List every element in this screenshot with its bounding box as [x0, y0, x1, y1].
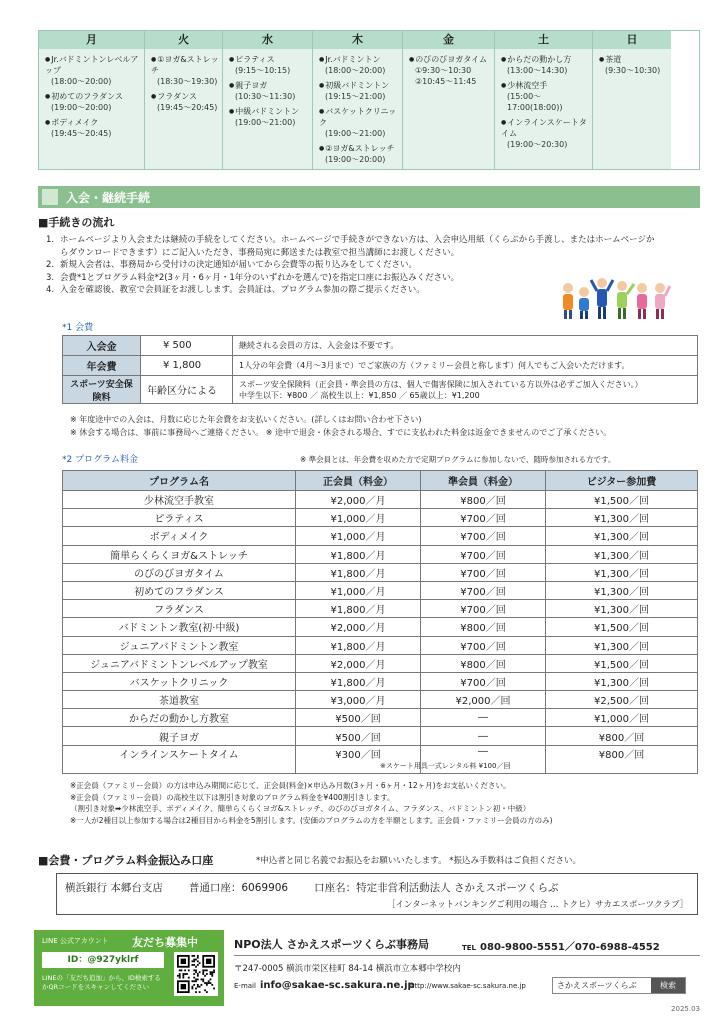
program-price: ¥800／回	[421, 654, 546, 672]
class-name: ● フラダンス	[151, 91, 219, 102]
program-price: ¥1,800／月	[296, 563, 421, 581]
search-box[interactable]	[552, 977, 686, 994]
class-entry	[45, 54, 141, 87]
program-name: のびのびヨガタイム	[63, 563, 296, 581]
program-price: ¥800／回	[546, 745, 698, 773]
program-row	[63, 654, 698, 672]
bank-account-box	[56, 873, 698, 915]
program-row	[63, 691, 698, 709]
fee-label: *1 会費	[62, 323, 94, 333]
program-price: ¥1,800／月	[296, 672, 421, 690]
program-note: ※一人が2種目以上参加する場合は2種目目から料金を5割引します。(安価のプログラムの方を半額とします。正会員・ファミリー会員の方のみ)	[70, 815, 553, 825]
program-row	[63, 581, 698, 599]
program-price: ¥500／回	[296, 709, 421, 727]
class-time: (18:00～20:00)	[51, 77, 112, 86]
program-name: ピラティス	[63, 509, 296, 527]
class-time: (19:00～21:00)	[235, 118, 296, 127]
class-entry	[501, 54, 589, 76]
class-entry	[229, 54, 309, 76]
day-header: 金	[403, 31, 494, 49]
class-name: ● 親子ヨガ	[229, 80, 309, 91]
class-entry	[229, 106, 309, 128]
program-price: ¥1,300／回	[546, 600, 698, 618]
class-name: ● バスケットクリニック	[319, 106, 399, 128]
program-price: ¥1,500／回	[546, 618, 698, 636]
class-entry	[319, 143, 399, 165]
class-time: (19:45～20:45)	[51, 129, 112, 138]
schedule-day	[223, 31, 313, 169]
program-price: ¥700／回	[421, 509, 546, 527]
program-note: （割引き対象➡少林流空手、ボディメイク、簡単らくらくヨガ&ストレッチ、のびのびヨガタイム、フラダンス、バドミントン初・中級）	[70, 804, 531, 813]
fee-notes	[70, 413, 611, 439]
email[interactable]: E-mail info@sakae-sc.sakura.ne.jp	[234, 980, 415, 991]
line-account-box	[34, 930, 224, 1006]
class-time: ①9:30～10:30	[415, 66, 472, 75]
program-price: ¥2,500／回	[546, 691, 698, 709]
schedule-day	[403, 31, 495, 169]
section-title: 入会・継続手続	[66, 191, 151, 205]
qr-code-icon[interactable]	[174, 952, 218, 996]
class-time: ②10:45～11:45	[415, 77, 477, 86]
fee-description: 1人分の年会費（4月～3月まで）でご家族の方（ファミリー会員と称します）何人でもご入会いただけます。	[233, 356, 698, 376]
class-name: ● 初めてのフラダンス	[45, 91, 141, 102]
class-time: (9:30～10:30)	[605, 66, 661, 75]
org-name: NPO法人 さかえスポーツくらぶ事務局	[234, 938, 430, 951]
program-note: ※正会員（ファミリー会員）の方は申込み期間に応じて、正会員(料金)×申込み月数(3ヶ月・6ヶ月・12ヶ月)をお支払いください。	[70, 781, 511, 790]
schedule-day	[495, 31, 593, 169]
class-name: ● ピラティス	[229, 54, 309, 65]
line-id: ID：@927yklrf	[42, 952, 164, 968]
program-name: ジュニアバドミントン教室	[63, 636, 296, 654]
fee-description: スポーツ安全保険料（正会員・準会員の方は、個人で傷害保険に加入されている方以外は必ずご加入ください。） 中学生以下：¥800 ／ 高校生以上：¥1,850 ／ 65歳以上：¥1,200	[233, 376, 698, 404]
class-name: ● ボディメイク	[45, 117, 141, 128]
class-name: ● 少林流空手	[501, 80, 589, 91]
program-price: ¥1,500／回	[546, 491, 698, 509]
program-price: ¥1,300／回	[546, 509, 698, 527]
program-price: ¥1,000／月	[296, 581, 421, 599]
class-time: (10:30～11:30)	[235, 92, 296, 101]
fee-amount: ¥ 1,800	[141, 356, 233, 376]
program-price: ¥1,800／月	[296, 545, 421, 563]
search-button[interactable]: 検索	[651, 978, 685, 993]
footer-divider	[234, 955, 700, 956]
program-row	[63, 636, 698, 654]
class-name: ● インラインスケートタイム	[501, 117, 589, 139]
program-price: ¥1,300／回	[546, 545, 698, 563]
program-row	[63, 527, 698, 545]
fee-name: スポーツ安全保険料	[63, 376, 141, 404]
procedure-title: ■手続きの流れ	[38, 216, 115, 229]
column-header: ビジター参加費	[546, 471, 698, 491]
class-time: (19:00～20:00)	[51, 103, 112, 112]
class-entry	[599, 54, 668, 76]
program-price: ¥1,000／回	[546, 709, 698, 727]
class-entry	[151, 54, 219, 87]
telephone: TEL 080-9800-5551／070-6988-4552	[462, 942, 660, 953]
class-entry	[319, 54, 399, 76]
day-header: 水	[223, 31, 312, 49]
class-name: ● 茶道	[599, 54, 668, 65]
section-marker	[42, 189, 58, 205]
program-price: ¥1,000／月	[296, 509, 421, 527]
fee-description: 継続される会員の方は、入会金は不要です。	[233, 336, 698, 356]
day-header: 日	[593, 31, 671, 49]
program-row	[63, 563, 698, 581]
program-note-top: ※ 準会員とは、年会費を収めた方で定期プログラムに参加しないで、随時参加される方です。	[300, 455, 616, 464]
class-name: ● のびのびヨガタイム	[409, 54, 491, 65]
account-holder: 口座名：特定非営利活動法人 さかえスポーツくらぶ	[314, 882, 559, 894]
program-name: 茶道教室	[63, 691, 296, 709]
program-row	[63, 545, 698, 563]
publication-date: 2025.03	[671, 1005, 700, 1013]
program-price: ¥2,000／回	[421, 691, 546, 709]
class-entry	[501, 80, 589, 113]
program-row	[63, 600, 698, 618]
procedure-step: 1. ホームページより入会または継続の手続をしてください。ホームページで手続きができない方は、入会申込用紙（くらぶから手渡し、またはホームページからダウンロードできます）にご記入いただき、事務局宛に郵送または教室で担当講師にお渡しください。	[46, 235, 655, 258]
program-price: ¥1,800／月	[296, 600, 421, 618]
program-price: ¥700／回	[421, 527, 546, 545]
day-header: 月	[39, 31, 144, 49]
fee-note: ※ 休会する場合は、事前に事務局へご連絡ください。 ※ 途中で退会・休会される場合、すでに支払われた料金は返金できませんのでご了承ください。	[70, 428, 612, 437]
schedule-day	[145, 31, 223, 169]
fee-amount: 年齢区分による	[141, 376, 233, 404]
program-price: ¥700／回	[421, 636, 546, 654]
day-header: 火	[145, 31, 222, 49]
address: 〒247-0005 横浜市栄区桂町 84-14 横浜市立本郷中学校内	[234, 964, 461, 974]
search-query: さかえスポーツくらぶ	[557, 981, 637, 990]
program-name: 簡単らくらくヨガ&ストレッチ	[63, 545, 296, 563]
account-number: 普通口座：6069906	[188, 882, 289, 894]
class-time: (19:15～21:00)	[325, 92, 386, 101]
program-price: ¥3,000／月	[296, 691, 421, 709]
website-url[interactable]: http://www.sakae-sc.sakura.ne.jp	[410, 982, 526, 990]
class-entry	[45, 117, 141, 139]
program-name: からだの動かし方教室	[63, 709, 296, 727]
bank-name: 横浜銀行 本郷台支店	[65, 882, 163, 894]
class-name: ● ②ヨガ&ストレッチ	[319, 143, 399, 154]
fee-table	[62, 335, 698, 404]
program-label: *2 プログラム料金	[62, 455, 138, 465]
class-time: (18:30～19:30)	[157, 77, 218, 86]
program-price: ¥700／回	[421, 600, 546, 618]
class-time: (19:00～20:30)	[507, 140, 568, 149]
class-time: (19:45～20:45)	[157, 103, 218, 112]
class-time: (19:00～20:00)	[325, 155, 386, 164]
class-entry	[151, 91, 219, 113]
program-price: ¥1,300／回	[546, 563, 698, 581]
class-entry	[45, 91, 141, 113]
column-header: 準会員（料金）	[421, 471, 546, 491]
program-name: 初めてのフラダンス	[63, 581, 296, 599]
program-price: ¥1,800／月	[296, 636, 421, 654]
program-name: インラインスケートタイム	[63, 745, 296, 773]
procedure-step: 2. 新規入会者は、事務局から受付けの決定通知が届いてから会費等の振り込みをしてください。	[46, 260, 418, 270]
class-name: ● 初級バドミントン	[319, 80, 399, 91]
class-name: ● ①ヨガ&ストレッチ	[151, 54, 219, 76]
class-entry	[319, 80, 399, 102]
bank-note: *申込者と同じ名義でお振込をお願いいたします。 *振込み手数料はご負担ください。	[256, 856, 582, 866]
fee-row	[63, 376, 698, 404]
class-name: ● Jr.バドミントンレベルアップ	[45, 54, 141, 76]
program-row	[63, 672, 698, 690]
program-price: ¥800／回	[546, 727, 698, 745]
column-header: 正会員（料金）	[296, 471, 421, 491]
program-price: ¥700／回	[421, 545, 546, 563]
program-price: ¥300／回	[296, 745, 421, 773]
class-entry	[229, 80, 309, 102]
class-entry	[409, 54, 491, 87]
people-illustration-icon	[560, 276, 672, 320]
line-description: LINEの「友だち追加」から、ID検索するかQRコードをスキャンしてください	[42, 974, 161, 991]
schedule-day	[593, 31, 671, 169]
program-price: ¥2,000／月	[296, 491, 421, 509]
class-time: (19:00～21:00)	[325, 129, 386, 138]
program-price: ¥800／回	[421, 618, 546, 636]
weekly-schedule	[38, 30, 700, 170]
internet-banking-name: ［インターネットバンキングご利用の場合 … トクヒ）サカエスポーツクラブ］	[387, 900, 689, 910]
fee-note: ※ 年度途中での入会は、月数に応じた年会費をお支払いください。(詳しくはお問い合わせ下さい)	[70, 415, 422, 424]
program-name: ボディメイク	[63, 527, 296, 545]
program-table	[62, 470, 698, 774]
program-name: バドミントン教室(初·中級)	[63, 618, 296, 636]
class-time: (15:00～17:00(18:00))	[507, 92, 563, 112]
program-name: 少林流空手教室	[63, 491, 296, 509]
program-row	[63, 491, 698, 509]
program-row	[63, 509, 698, 527]
program-price: ¥700／回	[421, 563, 546, 581]
program-name: 親子ヨガ	[63, 727, 296, 745]
rental-note: ※スケート用具一式レンタル料 ¥100／回	[380, 762, 511, 770]
program-name: バスケットクリニック	[63, 672, 296, 690]
program-name: フラダンス	[63, 600, 296, 618]
bottom-notes	[70, 780, 700, 826]
procedure-step: 3. 会費*1とプログラム料金*2(3ヶ月・6ヶ月・1年分のいずれかを選んで)を指定口座にお振込みください。	[46, 272, 460, 283]
column-header: プログラム名	[63, 471, 296, 491]
class-time: (9:15～10:15)	[235, 66, 291, 75]
program-name: ジュニアバドミントンレベルアップ教室	[63, 654, 296, 672]
fee-row	[63, 336, 698, 356]
program-price: ―	[421, 745, 546, 773]
program-row	[63, 727, 698, 745]
program-price: ¥700／回	[421, 581, 546, 599]
program-price: ¥800／回	[421, 491, 546, 509]
program-price: ¥1,500／回	[546, 654, 698, 672]
class-entry	[501, 117, 589, 150]
line-label: LINE 公式アカウント	[42, 937, 109, 945]
procedure-step: 4. 入金を確認後、教室で会員証をお渡しします。会員証は、プログラム参加の際ご提示ください。	[46, 285, 425, 295]
class-name: ● からだの動かし方	[501, 54, 589, 65]
class-time: (18:00～20:00)	[325, 66, 386, 75]
program-price: ¥2,000／月	[296, 618, 421, 636]
program-price: ¥1,300／回	[546, 581, 698, 599]
bank-title: ■会費・プログラム料金振込み口座	[38, 854, 214, 867]
program-note: ※正会員（ファミリー会員）の高校生以下は割引き対象のプログラム料金を¥400割引きします。	[70, 792, 395, 802]
line-title: 友だち募集中	[132, 936, 198, 949]
program-price: ¥500／回	[296, 727, 421, 745]
class-entry	[319, 106, 399, 139]
program-price: ¥1,300／回	[546, 636, 698, 654]
program-price: ¥1,300／回	[546, 527, 698, 545]
fee-amount: ¥ 500	[141, 336, 233, 356]
program-row	[63, 709, 698, 727]
day-header: 木	[313, 31, 402, 49]
day-header: 土	[495, 31, 592, 49]
program-price: ¥2,000／月	[296, 654, 421, 672]
program-row	[63, 618, 698, 636]
program-price: ―	[421, 727, 546, 745]
fee-row	[63, 356, 698, 376]
program-price: ¥1,000／月	[296, 527, 421, 545]
fee-name: 年会費	[63, 356, 141, 376]
class-name: ● Jr.バドミントン	[319, 54, 399, 65]
section-header	[38, 186, 700, 208]
fee-name: 入会金	[63, 336, 141, 356]
schedule-day	[39, 31, 145, 169]
program-price: ¥700／回	[421, 672, 546, 690]
schedule-day	[313, 31, 403, 169]
program-price: ¥1,300／回	[546, 672, 698, 690]
class-time: (13:00～14:30)	[507, 66, 568, 75]
class-name: ● 中級バドミントン	[229, 106, 309, 117]
program-price: ―	[421, 709, 546, 727]
